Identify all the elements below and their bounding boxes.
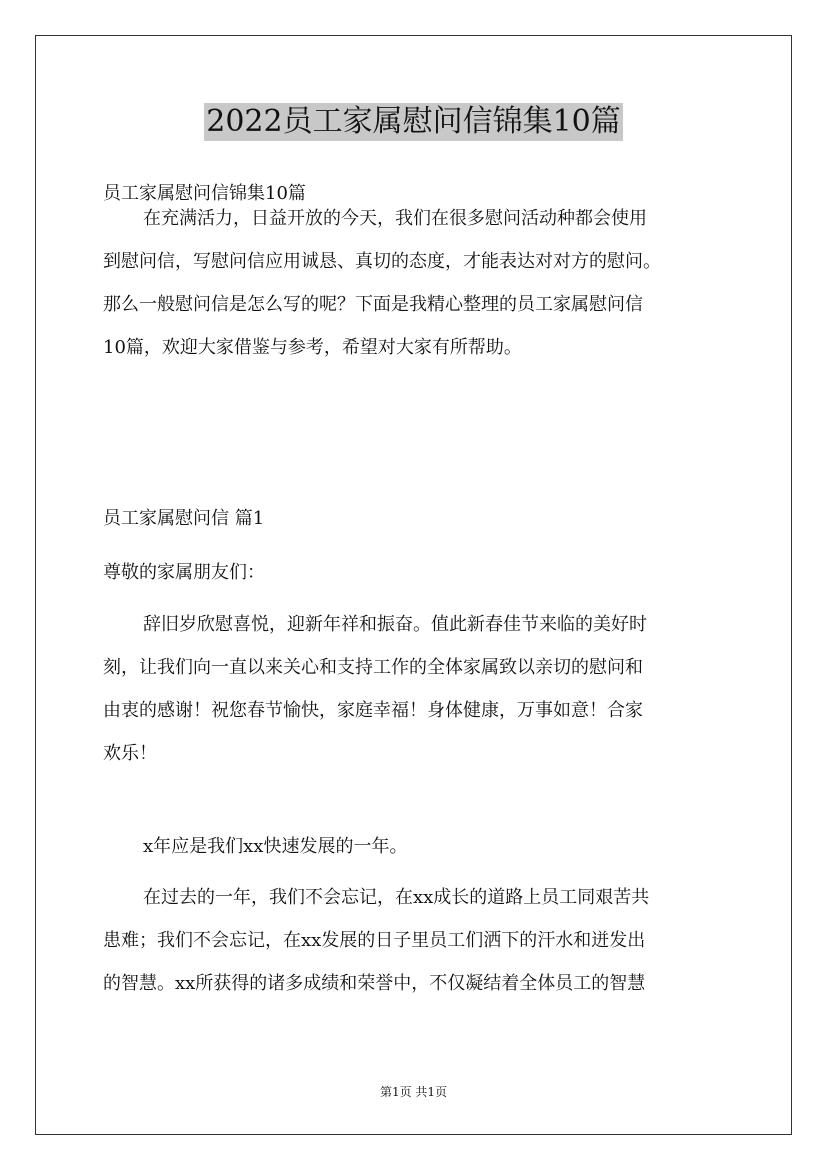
text-line: x年应是我们xx快速发展的一年。 [143,836,408,857]
text-line: 10篇，欢迎大家借鉴与参考，希望对大家有所帮助。 [103,337,522,358]
text-line: 欢乐！ [103,743,157,764]
title-container [0,103,827,141]
intro-paragraph [103,197,733,369]
text-line: 在过去的一年，我们不会忘记，在xx成长的道路上员工同艰苦共 [143,887,650,908]
paragraph-2 [103,825,733,868]
section-heading: 员工家属慰问信 篇1 [103,508,265,529]
text-line: 的智慧。xx所获得的诸多成绩和荣誉中，不仅凝结着全体员工的智慧 [103,973,646,994]
page-footer: 第1页 共1页 [379,1085,448,1099]
text-line: 到慰问信，写慰问信应用诚恳、真切的态度，才能表达对对方的慰问。 [103,251,661,272]
text-line: 刻，让我们向一直以来关心和支持工作的全体家属致以亲切的慰问和 [103,657,643,678]
text-line: 那么一般慰问信是怎么写的呢？下面是我精心整理的员工家属慰问信 [103,294,643,315]
text-line: 由衷的感谢！祝您春节愉快，家庭幸福！身体健康，万事如意！合家 [103,700,643,721]
salutation: 尊敬的家属朋友们： [103,562,265,583]
paragraph-1 [103,603,733,775]
paragraph-3 [103,876,733,1005]
document-title: 2022员工家属慰问信锦集10篇 [206,104,621,139]
text-line: 辞旧岁欣慰喜悦，迎新年祥和振奋。值此新春佳节来临的美好时 [143,614,647,635]
text-line: 患难；我们不会忘记，在xx发展的日子里员工们洒下的汗水和迸发出 [103,930,646,951]
document-subtitle: 员工家属慰问信锦集10篇 [103,183,306,204]
text-line: 在充满活力，日益开放的今天，我们在很多慰问活动种都会使用 [143,208,647,229]
